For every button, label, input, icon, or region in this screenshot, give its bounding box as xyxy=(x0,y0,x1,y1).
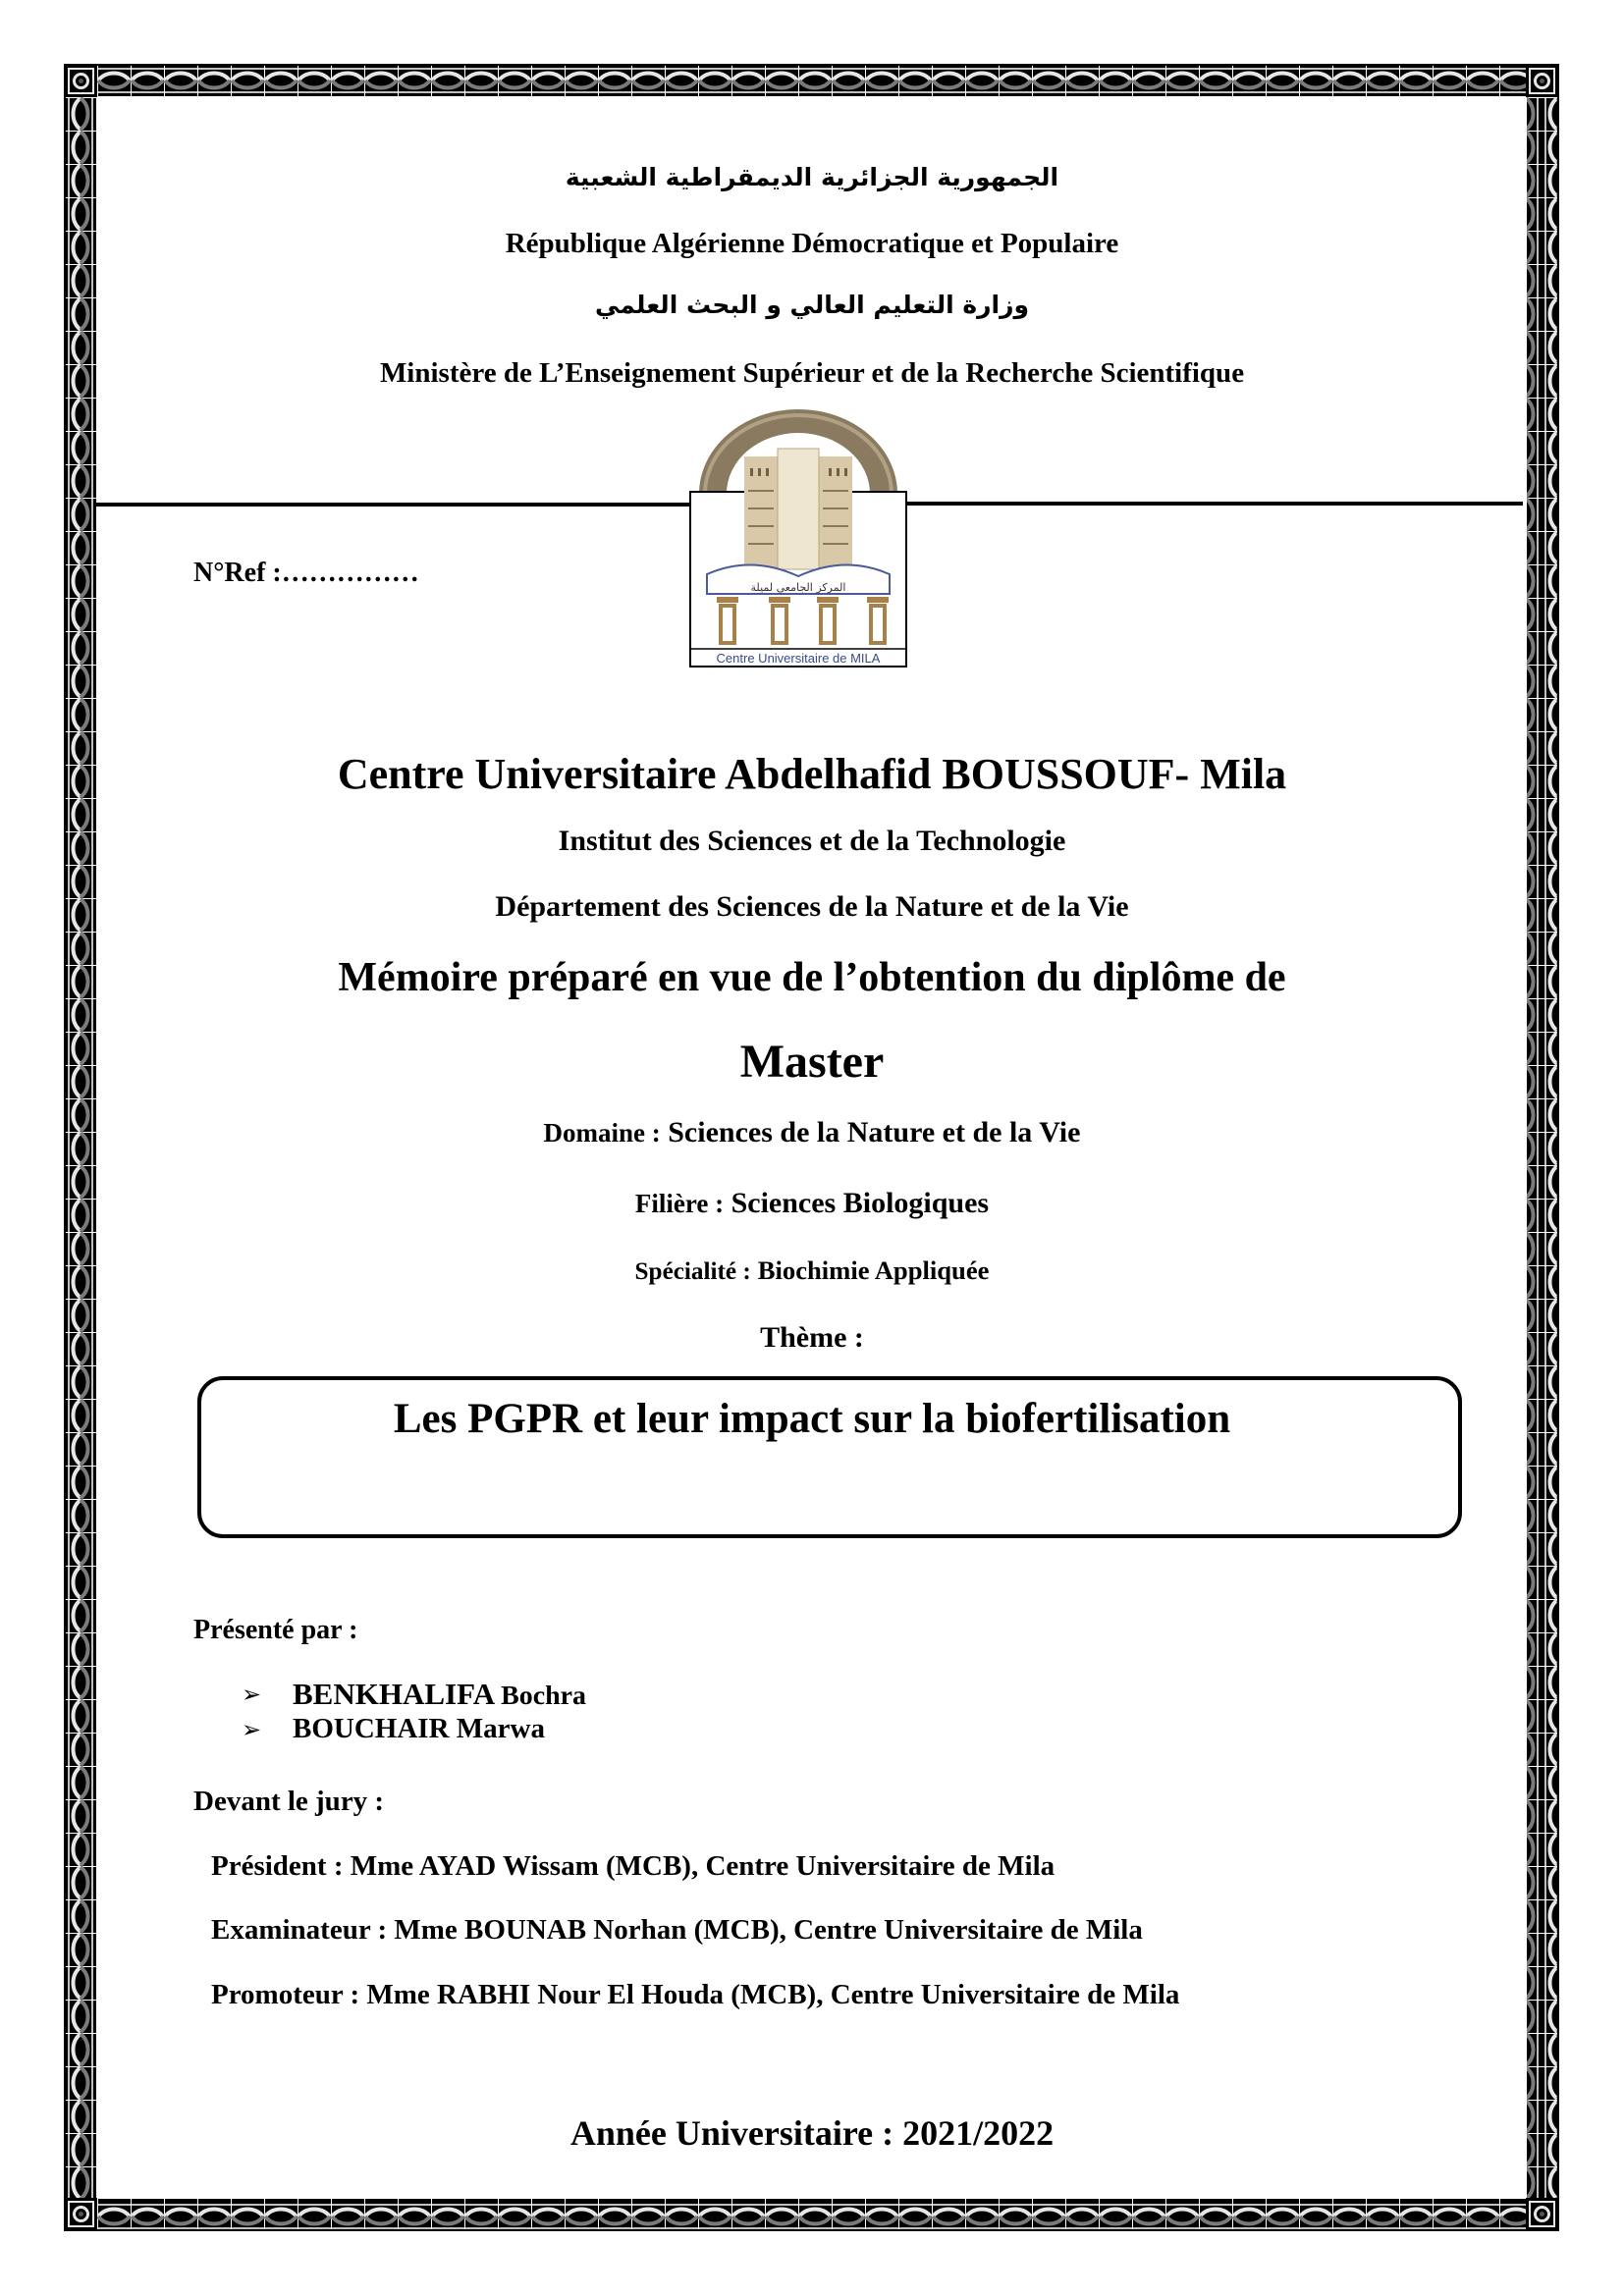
jury-member-president: Président : Mme AYAD Wissam (MCB), Centre Universitaire de Mila xyxy=(211,1850,1056,1882)
corner-ornament-icon xyxy=(1526,2198,1558,2230)
institute-name: Institut des Sciences et de la Technologie xyxy=(558,825,1066,857)
header-divider-left xyxy=(96,503,690,507)
arabic-ministry-title: وزارة التعليم العالي و البحث العلمي xyxy=(594,291,1030,319)
university-logo xyxy=(687,407,909,670)
presenter-item xyxy=(293,1677,586,1712)
degree-title: Master xyxy=(739,1036,885,1088)
academic-year: Année Universitaire : 2021/2022 xyxy=(569,2113,1055,2153)
header-divider-right xyxy=(906,502,1523,506)
domain-line xyxy=(0,1116,1624,1149)
svg-text:المركز الجامعي لميلة: المركز الجامعي لميلة xyxy=(750,581,846,594)
specialty-value: Biochimie Appliquée xyxy=(757,1255,990,1285)
presenter-first-name: Marwa xyxy=(456,1713,545,1744)
corner-ornament-icon xyxy=(65,2198,97,2230)
border-top xyxy=(97,65,1527,96)
field-label: Filière : xyxy=(634,1189,725,1218)
theme-label: Thème : xyxy=(760,1321,864,1354)
domain-value: Sciences de la Nature et de la Vie xyxy=(668,1116,1081,1148)
presenter-last-name: BOUCHAIR xyxy=(293,1713,450,1744)
university-name: Centre Universitaire Abdelhafid BOUSSOUF- Mila xyxy=(337,750,1287,798)
presenter-item xyxy=(293,1713,545,1745)
corner-ornament-icon xyxy=(65,65,97,97)
thesis-purpose: Mémoire préparé en vue de l’obtention du diplôme de xyxy=(338,955,1286,1000)
field-value: Sciences Biologiques xyxy=(731,1187,990,1219)
reference-number-field: N°Ref :…………… xyxy=(193,558,419,588)
theme-title: Les PGPR et leur impact sur la biofertilisation xyxy=(393,1396,1231,1442)
arrow-bullet-icon: ➢ xyxy=(242,1682,262,1708)
field-line xyxy=(0,1187,1624,1220)
ministry-title: Ministère de L’Enseignement Supérieur et de la Recherche Scientifique xyxy=(379,357,1245,389)
jury-member-supervisor: Promoteur : Mme RABHI Nour El Houda (MCB), Centre Universitaire de Mila xyxy=(211,1979,1180,2010)
border-bottom xyxy=(97,2199,1527,2230)
republic-title: République Algérienne Démocratique et Populaire xyxy=(505,228,1119,259)
presenters-label: Présenté par : xyxy=(193,1615,358,1645)
jury-member-examiner: Examinateur : Mme BOUNAB Norhan (MCB), Centre Universitaire de Mila xyxy=(211,1914,1143,1946)
domain-label: Domaine : xyxy=(543,1118,661,1148)
jury-label: Devant le jury : xyxy=(193,1786,385,1817)
svg-text:Centre Universitaire de MILA: Centre Universitaire de MILA xyxy=(716,651,881,666)
corner-ornament-icon xyxy=(1526,65,1558,97)
arrow-bullet-icon: ➢ xyxy=(242,1718,262,1743)
department-name: Département des Sciences de la Nature et de la Vie xyxy=(495,890,1129,923)
specialty-line xyxy=(0,1255,1624,1287)
presenter-first-name: Bochra xyxy=(501,1681,586,1711)
specialty-label: Spécialité : xyxy=(634,1258,751,1285)
presenter-last-name: BENKHALIFA xyxy=(293,1677,494,1711)
arabic-republic-title: الجمهورية الجزائرية الديمقراطية الشعبية xyxy=(565,163,1059,191)
